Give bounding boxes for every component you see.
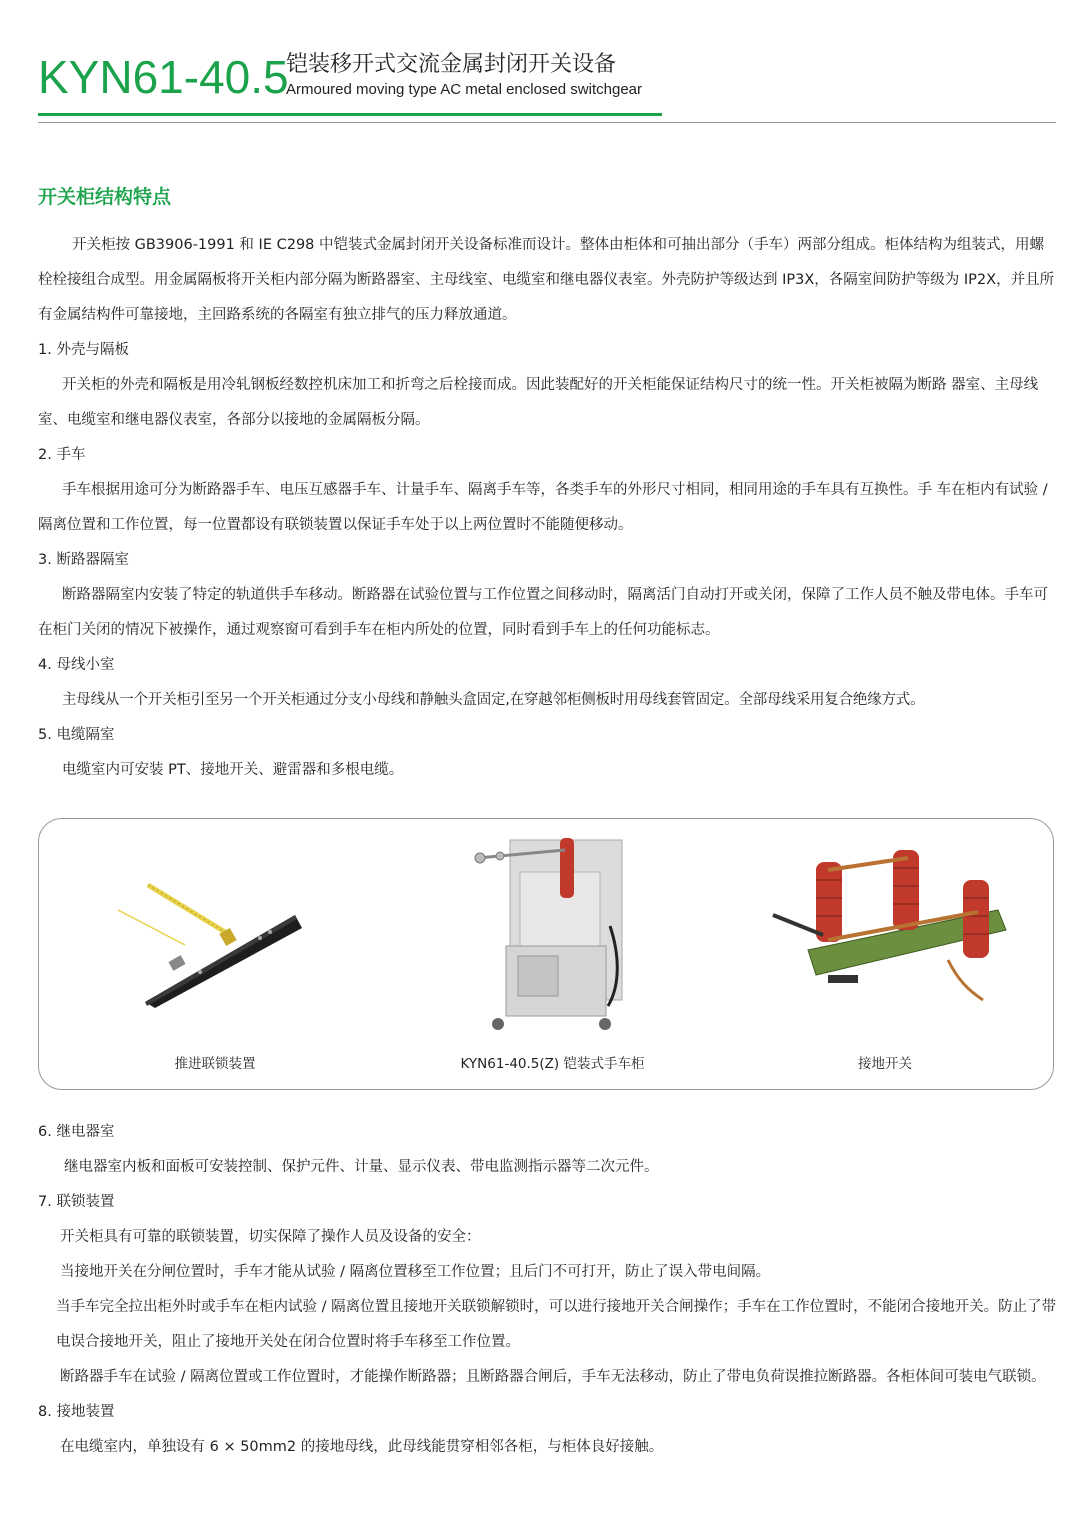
earthing-switch-image xyxy=(768,840,1008,1010)
heading-shell: 1. 外壳与隔板 xyxy=(38,342,129,358)
body-cable-room: 电缆室内可安装 PT、接地开关、避雷器和多根电缆。 xyxy=(62,762,404,778)
caption-interlock: 推进联锁装置 xyxy=(174,1056,256,1072)
body-interlock-1: 当接地开关在分闸位置时，手车才能从试验 / 隔离位置移至工作位置；且后门不可打开，防止了误入带电间隔。 xyxy=(60,1264,771,1280)
intro-paragraph: 开关柜按 GB3906-1991 和 IE C298 中铠装式金属封闭开关设备标准而设计。整体由柜体和可抽出部分（手车）两部分组成。柜体结构为组装式，用螺栓栓接组合成型。用金属隔板将开关柜内部分隔为断路器室、主母线室、电缆室和继电器仪表室。外壳防护等级达到 IP3X，各隔室间防护等级为 IP2X，并且所有金属结构件可靠接地，主回路系统的各隔室有独立排气的压力释放通道。 xyxy=(38,237,1055,323)
caption-earthing-switch: 接地开关 xyxy=(858,1056,912,1072)
body-busbar-room: 主母线从一个开关柜引至另一个开关柜通过分支小母线和静触头盒固定,在穿越邻柜侧板时用母线套管固定。全部母线采用复合绝缘方式。 xyxy=(62,692,925,708)
body-shell: 开关柜的外壳和隔板是用冷轧钢板经数控机床加工和折弯之后栓接而成。因此装配好的开关柜能保证结构尺寸的统一性。开关柜被隔为断路 器室、主母线室、电缆室和继电器仪表室，各部分以接地的金属隔板分隔。 xyxy=(38,377,1039,428)
title-english: Armoured moving type AC metal enclosed switchgear xyxy=(286,81,643,98)
heading-truck: 2. 手车 xyxy=(38,447,86,463)
text-block-lower xyxy=(38,1115,1058,1465)
caption-truck-cabinet: KYN61-40.5(Z) 铠装式手车柜 xyxy=(460,1056,645,1072)
heading-relay-room: 6. 继电器室 xyxy=(38,1124,115,1140)
body-interlock-3: 断路器手车在试验 / 隔离位置或工作位置时，才能操作断路器；且断路器合闸后，手车无法移动，防止了带电负荷误推拉断路器。各柜体间可装电气联锁。 xyxy=(60,1369,1046,1385)
body-breaker-room: 断路器隔室内安装了特定的轨道供手车移动。断路器在试验位置与工作位置之间移动时，隔离活门自动打开或关闭，保障了工作人员不触及带电体。手车可在柜门关闭的情况下被操作，通过观察窗可看到手车在柜内所处的位置，同时看到手车上的任何功能标志。 xyxy=(38,587,1048,638)
body-earthing: 在电缆室内，单独设有 6 × 50mm2 的接地母线，此母线能贯穿相邻各柜，与柜体良好接触。 xyxy=(60,1439,664,1455)
header-green-rule xyxy=(38,113,662,116)
heading-interlock: 7. 联锁装置 xyxy=(38,1194,115,1210)
heading-busbar-room: 4. 母线小室 xyxy=(38,657,115,673)
interlock-device-image xyxy=(110,880,310,1010)
header-gray-rule xyxy=(38,122,1056,123)
page-header xyxy=(38,44,1058,124)
title-chinese: 铠装移开式交流金属封闭开关设备 xyxy=(286,52,617,77)
body-interlock-intro: 开关柜具有可靠的联锁装置，切实保障了操作人员及设备的安全： xyxy=(60,1229,481,1245)
body-relay-room: 继电器室内板和面板可安装控制、保护元件、计量、显示仪表、带电监测指示器等二次元件。 xyxy=(64,1159,659,1175)
heading-earthing: 8. 接地装置 xyxy=(38,1404,115,1420)
truck-cabinet-image xyxy=(470,836,630,1036)
heading-cable-room: 5. 电缆隔室 xyxy=(38,727,115,743)
body-interlock-2: 当手车完全拉出柜外时或手车在柜内试验 / 隔离位置且接地开关联锁解锁时，可以进行接地开关合闸操作；手车在工作位置时，不能闭合接地开关。防止了带电误合接地开关，阻止了接地开关处在闭合位置时将手车移至工作位置。 xyxy=(56,1299,1057,1350)
body-truck: 手车根据用途可分为断路器手车、电压互感器手车、计量手车、隔离手车等，各类手车的外形尺寸相同，相同用途的手车具有互换性。手 车在柜内有试验 / 隔离位置和工作位置，每一位置都设有联锁装置以保证手车处于以上两位置时不能随便移动。 xyxy=(38,482,1048,533)
text-block-upper xyxy=(38,228,1058,788)
section-title: 开关柜结构特点 xyxy=(38,186,172,208)
heading-breaker-room: 3. 断路器隔室 xyxy=(38,552,129,568)
model-number: KYN61-40.5 xyxy=(38,51,289,103)
